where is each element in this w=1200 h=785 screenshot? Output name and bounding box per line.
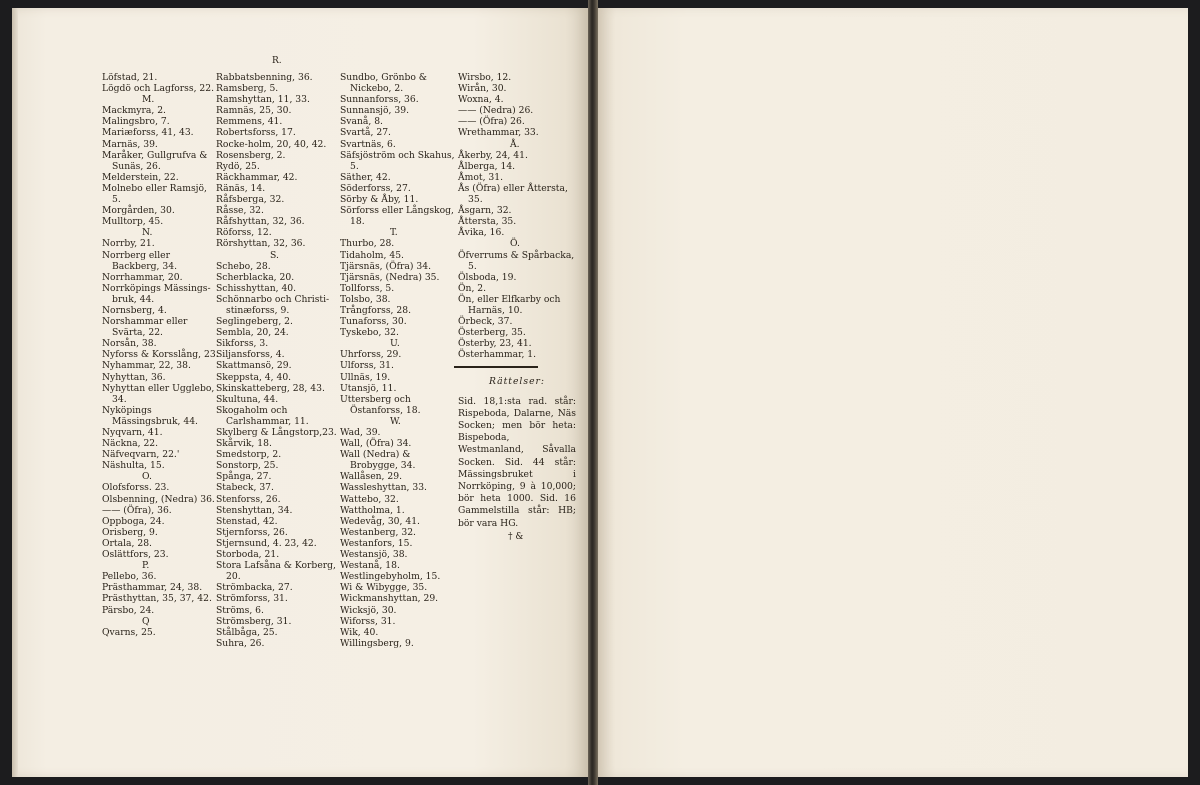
- index-letter-heading: Q: [142, 615, 150, 627]
- index-entry: Westanberg, 32.: [340, 526, 416, 538]
- index-entry: Stenshyttan, 34.: [216, 504, 293, 516]
- index-entry: Nornsberg, 4.: [102, 304, 167, 316]
- index-entry: Skårvik, 18.: [216, 438, 272, 450]
- index-entry: Skogaholm och Carlshammar, 11.: [216, 404, 309, 427]
- index-entry: Ullnäs, 19.: [340, 371, 391, 383]
- index-entry: Näshulta, 15.: [102, 460, 165, 472]
- index-entry: Prästhyttan, 35, 37, 42.: [102, 593, 212, 605]
- index-entry: Tjärsnäs, (Öfra) 34.: [340, 260, 432, 272]
- index-column-4-entries: [458, 72, 576, 360]
- index-entry: Mackmyra, 2.: [102, 105, 166, 117]
- index-entry: Öfverrums & Spårbacka, 5.: [458, 249, 575, 272]
- index-entry: Ön, 2.: [458, 282, 487, 294]
- divider-rule: [454, 366, 538, 368]
- left-page-edge: [12, 8, 18, 777]
- index-entry: Seglingeberg, 2.: [216, 316, 293, 328]
- index-column-4: [458, 72, 576, 543]
- index-entry: Utansjö, 11.: [340, 382, 397, 394]
- index-entry: Råsse, 32.: [216, 205, 264, 217]
- index-entry: Nyqvarn, 41.: [102, 427, 163, 438]
- index-entry: Scherblacka, 20.: [216, 271, 295, 283]
- index-entry: Söderforss, 27.: [340, 182, 411, 194]
- index-entry: Norrhammar, 20.: [102, 271, 183, 283]
- errata-end-mark: † &: [508, 531, 524, 542]
- index-entry: Tyskebo, 32.: [340, 327, 399, 339]
- index-entry: Rabbatsbenning, 36.: [216, 72, 313, 83]
- index-letter-heading: W.: [390, 415, 401, 427]
- index-entry: Sikforss, 3.: [216, 338, 269, 350]
- index-entry: Råfshyttan, 32, 36.: [216, 216, 305, 228]
- errata-text: Sid. 18,1:sta rad. står: Rispeboda, Dalarne, Näs Socken; men bör heta: Bispeboda, Westmanland, Såvalla Socken. Sid. 44 står: Mässingsbruket i Norrköping, 9 à 10,000; bör heta 1000. Sid. 16 Gammelstilla står: HB; bör vara HG.: [458, 395, 576, 529]
- index-entry: Lögdö och Lagforss, 22.: [102, 83, 215, 95]
- index-entry: Oslättfors, 23.: [102, 549, 169, 561]
- index-entry: Qvarns, 25.: [102, 626, 156, 638]
- index-entry: Olofsforss. 23.: [102, 482, 170, 494]
- index-entry: Woxna, 4.: [458, 94, 504, 106]
- index-entry: Mariæforss, 41, 43.: [102, 127, 194, 139]
- index-entry: Wallåsen, 29.: [340, 471, 402, 483]
- index-entry: Stenstad, 42.: [216, 515, 278, 527]
- index-entry: Svartå, 27.: [340, 127, 391, 139]
- index-entry: Uttersberg och Östanforss, 18.: [340, 393, 421, 416]
- index-entry: Wassleshyttan, 33.: [340, 482, 427, 494]
- index-entry: Norshammar eller Svärta, 22.: [102, 316, 188, 339]
- index-entry: Nyhammar, 22, 38.: [102, 360, 191, 372]
- index-entry: Norsån, 38.: [102, 338, 157, 350]
- index-entry: Skultuna, 44.: [216, 393, 279, 405]
- index-entry: Wickmanshyttan, 29.: [340, 593, 439, 605]
- index-entry: Ramshyttan, 11, 33.: [216, 94, 310, 106]
- index-entry: Sonstorp, 25.: [216, 460, 279, 472]
- index-entry: Åkerby, 24, 41.: [458, 149, 528, 161]
- index-entry: Säther, 42.: [340, 171, 391, 183]
- index-entry: Ströms, 6.: [216, 604, 264, 616]
- index-entry: Nyhyttan eller Ugglebo, 34.: [102, 382, 215, 405]
- index-entry: Suhra, 26.: [216, 637, 265, 649]
- index-entry: Örbeck, 37.: [458, 316, 513, 328]
- index-entry: Westlingebyholm, 15.: [340, 571, 441, 583]
- index-entry: Schönnarbo och Christi-stinæforss, 9.: [216, 293, 330, 316]
- index-entry: Nyforss & Korsslång, 23.: [102, 349, 219, 361]
- index-entry: Prästhammar, 24, 38.: [102, 582, 203, 594]
- index-entry: Robertsforss, 17.: [216, 127, 296, 139]
- index-entry: Morgården, 30.: [102, 205, 175, 217]
- index-entry: Wiforss, 31.: [340, 615, 396, 627]
- index-entry: Oppboga, 24.: [102, 515, 165, 527]
- index-letter-heading: S.: [270, 249, 279, 261]
- index-entry: Norrberg eller Backberg, 34.: [102, 249, 177, 272]
- index-entry: Westanfors, 15.: [340, 537, 413, 549]
- index-column-1: [102, 72, 218, 638]
- index-entry: Räckhammar, 42.: [216, 171, 298, 183]
- index-entry: Sundbo, Grönbo & Nickebo, 2.: [340, 72, 427, 95]
- index-entry: Wedevåg, 30, 41.: [340, 515, 420, 527]
- index-entry: Westanå, 18.: [340, 560, 400, 572]
- index-letter-heading: T.: [390, 227, 398, 239]
- index-entry: Säfsjöström och Skahus, 5.: [340, 149, 455, 172]
- index-letter-heading: O.: [142, 471, 152, 483]
- index-entry: Marnäs, 39.: [102, 138, 158, 150]
- index-entry: Siljansforss, 4.: [216, 349, 285, 361]
- index-entry: Wik, 40.: [340, 626, 379, 638]
- index-entry: Rydö, 25.: [216, 160, 260, 172]
- index-entry: Olsbenning, (Nedra) 36.: [102, 493, 215, 505]
- index-entry: Ålberga, 14.: [458, 160, 516, 172]
- book-gutter: [588, 0, 598, 785]
- index-entry: Tunaforss, 30.: [340, 316, 407, 328]
- index-entry: Uhrforss, 29.: [340, 349, 402, 361]
- index-entry: Stjernforss, 26.: [216, 526, 288, 538]
- index-entry: Ränäs, 14.: [216, 182, 266, 194]
- index-entry: Åttersta, 35.: [458, 216, 517, 228]
- index-entry: Pellebo, 36.: [102, 571, 157, 583]
- index-entry: Strömbacka, 27.: [216, 582, 293, 594]
- index-entry: Strömsberg, 31.: [216, 615, 292, 627]
- index-entry: Stålbåga, 25.: [216, 626, 278, 638]
- index-letter-heading: M.: [142, 94, 155, 106]
- index-column-2: [216, 72, 336, 649]
- index-entry: Stenforss, 26.: [216, 493, 281, 505]
- index-entry: Sembla, 20, 24.: [216, 327, 289, 339]
- index-entry: Ulforss, 31.: [340, 360, 394, 372]
- index-entry: Maråker, Gullgrufva & Sunäs, 26.: [102, 149, 208, 172]
- index-entry: Wirån, 30.: [458, 83, 507, 95]
- index-entry: Skylberg & Långstorp,23.: [216, 427, 337, 438]
- index-entry: Rocke-holm, 20, 40, 42.: [216, 138, 327, 150]
- index-entry: Thurbo, 28.: [340, 238, 395, 250]
- index-entry: Rörshyttan, 32, 36.: [216, 238, 306, 250]
- index-entry: Råfsberga, 32.: [216, 194, 285, 206]
- index-entry: Wall, (Öfra) 34.: [340, 438, 412, 450]
- index-entry: Tolsbo, 38.: [340, 293, 391, 305]
- index-entry: Sörby & Åby, 11.: [340, 194, 419, 206]
- index-entry: Näckna, 22.: [102, 438, 159, 450]
- index-entry: Tjärsnäs, (Nedra) 35.: [340, 271, 440, 283]
- index-entry: Spånga, 27.: [216, 471, 272, 483]
- index-entry: Näfveqvarn, 22.': [102, 449, 180, 461]
- index-entry: Schebo, 28.: [216, 260, 271, 272]
- index-entry: Svartnäs, 6.: [340, 138, 396, 150]
- index-entry: Österby, 23, 41.: [458, 338, 532, 350]
- index-entry: Ön, eller Elfkarby och Harnäs, 10.: [458, 293, 561, 316]
- index-entry: Melderstein, 22.: [102, 171, 179, 183]
- index-entry: Ås (Öfra) eller Åttersta, 35.: [458, 182, 568, 206]
- index-entry: Malingsbro, 7.: [102, 116, 170, 128]
- index-entry: Smedstorp, 2.: [216, 449, 282, 461]
- index-entry: Löfstad, 21.: [102, 72, 158, 83]
- index-letter-heading: Ö.: [510, 238, 520, 250]
- index-entry: Stabeck, 37.: [216, 482, 274, 494]
- index-entry: Storboda, 21.: [216, 549, 280, 561]
- index-entry: Ortala, 28.: [102, 537, 152, 549]
- index-entry: Wi & Wibygge, 35.: [340, 582, 428, 594]
- index-entry: Ölsboda, 19.: [458, 271, 517, 283]
- index-entry: Rosensberg, 2.: [216, 149, 286, 161]
- index-entry: Röforss, 12.: [216, 227, 272, 239]
- index-entry: Molnebo eller Ramsjö, 5.: [102, 182, 207, 206]
- index-entry: Österberg, 35.: [458, 327, 526, 339]
- index-entry: Skinskatteberg, 28, 43.: [216, 382, 325, 394]
- index-entry: Stora Lafsåna & Korberg, 20.: [216, 560, 336, 583]
- index-letter-heading: Å.: [510, 138, 520, 150]
- index-entry: Remmens, 41.: [216, 116, 283, 128]
- index-entry: Tollforss, 5.: [340, 282, 395, 294]
- index-entry: Tidaholm, 45.: [340, 249, 404, 261]
- index-entry: —— (Nedra) 26.: [458, 105, 534, 117]
- errata-title: Rättelser:: [488, 376, 545, 388]
- index-entry: —— (Öfra) 26.: [458, 116, 525, 128]
- index-entry: Nyköpings Mässingsbruk, 44.: [102, 404, 198, 427]
- index-entry: Sunnanforss, 36.: [340, 94, 419, 106]
- index-letter-heading: U.: [390, 338, 400, 350]
- index-entry: Norrköpings Mässings-bruk, 44.: [102, 282, 211, 305]
- index-entry: Österhammar, 1.: [458, 349, 537, 361]
- index-entry: Ramnäs, 25, 30.: [216, 105, 292, 117]
- index-entry: Wattholma, 1.: [340, 504, 405, 516]
- index-entry: Wattebo, 32.: [340, 493, 399, 505]
- index-entry: Åmot, 31.: [458, 171, 504, 183]
- index-entry: Åvika, 16.: [458, 227, 505, 239]
- index-entry: Wad, 39.: [340, 427, 381, 438]
- index-entry: Ramsberg, 5.: [216, 83, 279, 95]
- index-entry: Willingsberg, 9.: [340, 637, 414, 649]
- index-entry: Wrethammar, 33.: [458, 127, 539, 139]
- page-heading-letter: R.: [272, 56, 282, 66]
- index-entry: Trångforss, 28.: [340, 304, 412, 316]
- index-entry: Skeppsta, 4, 40.: [216, 371, 292, 383]
- right-page-blank: [598, 8, 1188, 777]
- index-entry: Strömforss, 31.: [216, 593, 288, 605]
- index-entry: Orisberg, 9.: [102, 526, 158, 538]
- index-entry: Svanå, 8.: [340, 116, 383, 128]
- index-entry: Wicksjö, 30.: [340, 604, 397, 616]
- index-entry: Norrby, 21.: [102, 238, 155, 250]
- index-entry: Sörforss eller Långskog, 18.: [340, 205, 454, 228]
- index-entry: Skattmansö, 29.: [216, 360, 292, 372]
- index-entry: Åsgarn, 32.: [458, 205, 512, 217]
- index-entry: Mulltorp, 45.: [102, 216, 164, 228]
- index-entry: Sunnansjö, 39.: [340, 105, 409, 117]
- index-entry: Pärsbo, 24.: [102, 604, 155, 616]
- index-entry: Nyhyttan, 36.: [102, 371, 166, 383]
- index-entry: —— (Öfra), 36.: [102, 504, 172, 516]
- index-letter-heading: N.: [142, 227, 153, 239]
- index-entry: Schisshyttan, 40.: [216, 282, 297, 294]
- index-entry: Westansjö, 38.: [340, 549, 408, 561]
- index-letter-heading: P.: [142, 560, 150, 572]
- index-entry: Stjernsund, 4. 23, 42.: [216, 537, 317, 549]
- index-column-3: [340, 72, 456, 649]
- index-entry: Wirsbo, 12.: [458, 72, 512, 83]
- index-entry: Wall (Nedra) & Brobygge, 34.: [340, 449, 416, 472]
